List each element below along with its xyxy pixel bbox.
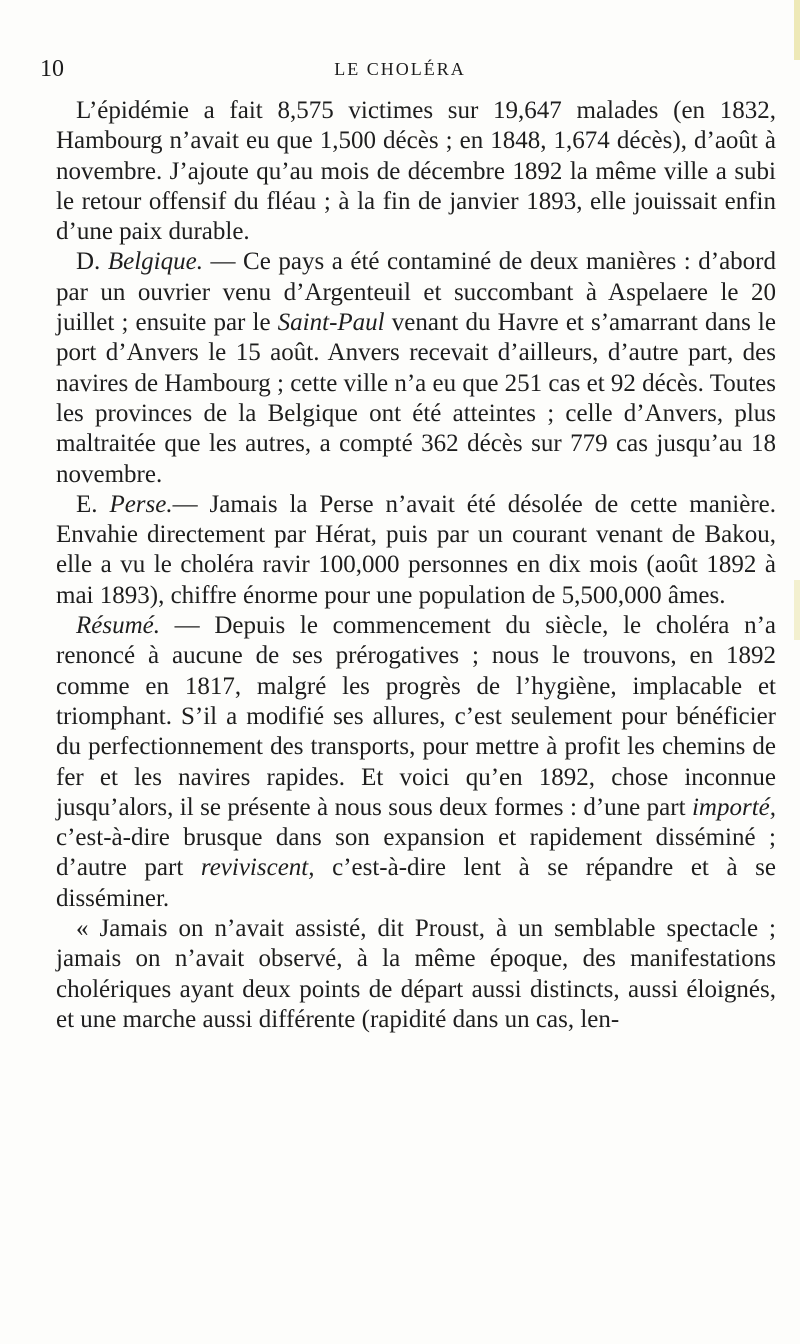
paragraph-summary	[56, 611, 776, 914]
body-text	[56, 96, 776, 1035]
paragraph-text: c’est-à-dire lent à se répandre et à se disséminer.	[56, 854, 777, 912]
running-title: LE CHOLÉRA	[334, 59, 466, 79]
paragraph-text: venant du Havre et s’amarrant dans le port d’Anvers le 15 août. Anvers recevait d’ailleurs, d’autre part, des navires de Hambourg ; cette ville n’a eu que 251 cas et 92 décès. Toutes les provinces de la Belgique ont été atteintes ; celle d’Anvers, plus maltraitée que les autres, a compté 362 décès sur 779 cas jusqu’au 18 novembre.	[56, 309, 777, 488]
ship-name: Saint-Paul	[277, 309, 385, 337]
paragraph-proust-quote	[56, 914, 776, 1035]
paragraph-text: — Ce pays a été contaminé de deux manières : d’abord par un ouvrier venu d’Argenteuil et succombant à Aspelaere le 20 juillet ; ensuite par le	[56, 248, 777, 337]
paragraph-hamburg	[56, 96, 776, 247]
page-number: 10	[40, 56, 64, 82]
paragraph-text: L’épidémie a fait 8,575 victimes sur 19,647 malades (en 1832, Hambourg n’avait eu que 1,500 décès ; en 1848, 1,674 décès), d’août à novembre. J’ajoute qu’au mois de décembre 1892 la même ville a subi le retour offensif du fléau ; à la fin de janvier 1893, elle jouissait enfin d’une paix durable.	[56, 97, 776, 246]
page-edge-highlight	[794, 0, 800, 60]
emphasis-imported: importé,	[691, 793, 776, 821]
page-edge-highlight	[794, 580, 800, 640]
page-header	[40, 56, 760, 86]
section-label: D.	[76, 248, 101, 276]
paragraph-belgium	[56, 247, 776, 489]
paragraph-text: — Jamais la Perse n’avait été désolée de cette manière. Envahie directement par Hérat, puis par un courant venant de Bakou, elle a vu le choléra ravir 100,000 personnes en dix mois (août 1892 à mai 1893), chiffre énorme pour une population de 5,500,000 âmes.	[56, 490, 777, 609]
section-heading-summary: Résumé.	[76, 612, 160, 640]
section-heading-persia: Perse.	[109, 490, 173, 518]
paragraph-persia	[56, 490, 776, 611]
paragraph-text: — Depuis le commencement du siècle, le choléra n’a renoncé à aucune de ses prérogatives ; nous le trouvons, en 1892 comme en 1817, malgré les progrès de l’hygiène, implacable et triomphant. S’il a modifié ses allures, c’est seulement pour bénéficier du perfectionnement des transports, pour mettre à profit les chemins de fer et les navires rapides. Et voici qu’en 1892, chose inconnue jusqu’alors, il se présente à nous sous deux formes : d’une part	[56, 612, 776, 821]
section-label: E.	[76, 490, 98, 518]
emphasis-reviviscent: reviviscent,	[200, 854, 315, 882]
section-heading-belgium: Belgique.	[107, 248, 203, 276]
paragraph-text: c’est-à-dire brusque dans son expansion et rapidement disséminé ; d’autre part	[56, 824, 776, 882]
paragraph-text: « Jamais on n’avait assisté, dit Proust, à un semblable spectacle ; jamais on n’avait observé, à la même époque, des manifestations cholériques ayant deux points de départ aussi distincts, aussi éloignés, et une marche aussi différente (rapidité dans un cas, len-	[56, 915, 776, 1033]
